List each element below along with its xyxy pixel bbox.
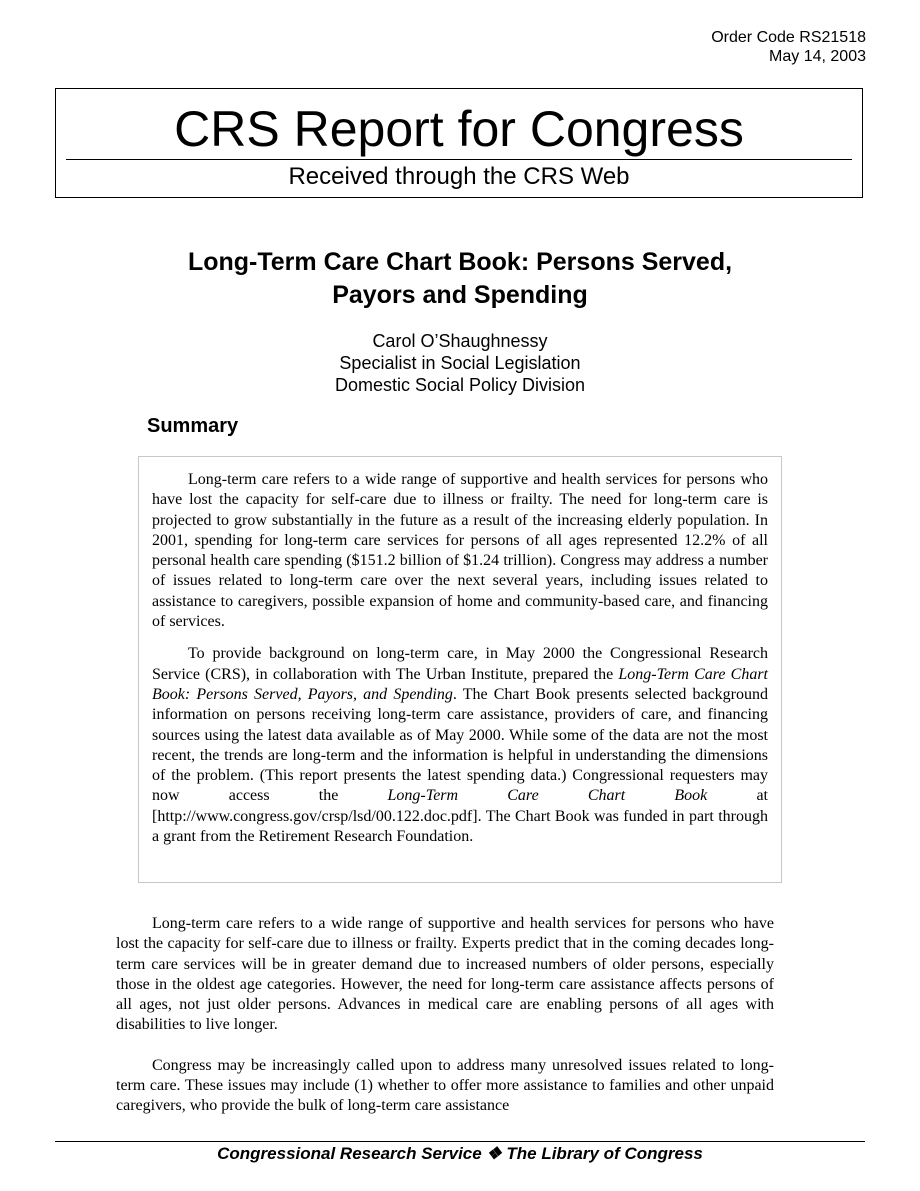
banner-rule	[66, 159, 852, 160]
banner-title: CRS Report for Congress	[174, 101, 744, 157]
crs-banner	[55, 88, 863, 198]
order-info	[711, 28, 866, 66]
summary-paragraph-2	[152, 644, 768, 847]
order-code: Order Code RS21518	[711, 29, 866, 46]
summary-p2-text-a: To provide background on long-term care, in May 2000 the Congressional Research Service (CRS), in collaboration with The Urban Institute, prepared the	[152, 645, 768, 683]
banner-subtitle: Received through the CRS Web	[288, 163, 630, 190]
body-text	[116, 914, 774, 1117]
report-date: May 14, 2003	[769, 48, 866, 65]
author-block	[0, 330, 920, 396]
summary-box	[138, 456, 782, 883]
author-name: Carol O’Shaughnessy	[372, 331, 548, 351]
chart-book-title: Long-Term Care Chart Book: Persons Served, Payors, and Spending	[152, 665, 768, 703]
summary-heading: Summary	[147, 415, 239, 437]
title-line-1: Long-Term Care Chart Book: Persons Served,	[187, 248, 733, 276]
author-position: Specialist in Social Legislation	[339, 353, 581, 373]
body-paragraph-2: Congress may be increasingly called upon to address many unresolved issues related to long-term care. These issues may include (1) whether to offer more assistance to families and other unpaid caregivers, who provide the bulk of long-term care assistance	[116, 1056, 774, 1115]
author-division: Domestic Social Policy Division	[334, 375, 586, 395]
body-paragraph-1: Long-term care refers to a wide range of supportive and health services for persons who have lost the capacity for self-care due to illness or frailty. Experts predict that in the coming decades long-term care services will be in greater demand due to increased numbers of older persons, especially those in the oldest age categories. However, the need for long-term care assistance affects persons of all ages, not just older persons. Advances in medical care are enabling persons of all ages with disabilities to live longer.	[116, 915, 774, 1034]
page-footer: Congressional Research Service ❖ The Library of Congress	[217, 1144, 703, 1163]
summary-p2-text-c: at [http://www.congress.gov/crsp/lsd/00.122.doc.pdf]. The Chart Book was funded in part through a grant from the Retirement Research Foundation.	[152, 787, 768, 846]
title-line-2: Payors and Spending	[332, 281, 588, 309]
summary-paragraph-1: Long-term care refers to a wide range of supportive and health services for persons who have lost the capacity for self-care due to illness or frailty. The need for long-term care is projected to grow substantially in the future as a result of the increasing elderly population. In 2001, spending for long-term care services for persons of all ages represented 12.2% of all personal health care spending ($151.2 billion of $1.24 trillion). Congress may address a number of issues related to long-term care over the next several years, including issues related to assistance to caregivers, possible expansion of home and community-based care, and financing of services.	[152, 471, 768, 631]
summary-p2-text-b: . The Chart Book presents selected background information on persons receiving long-term care assistance, providers of care, and financing sources using the latest data available as of May 2000. While some of the data are not the most recent, the trends are long-term and the information is helpful in understanding the dimensions of the problem. (This report presents the latest spending data.) Congressional requesters may now access the	[152, 685, 768, 805]
footer-rule	[55, 1141, 865, 1142]
chart-book-reference: Long-Term Care Chart Book	[387, 787, 708, 805]
document-title	[100, 246, 820, 312]
